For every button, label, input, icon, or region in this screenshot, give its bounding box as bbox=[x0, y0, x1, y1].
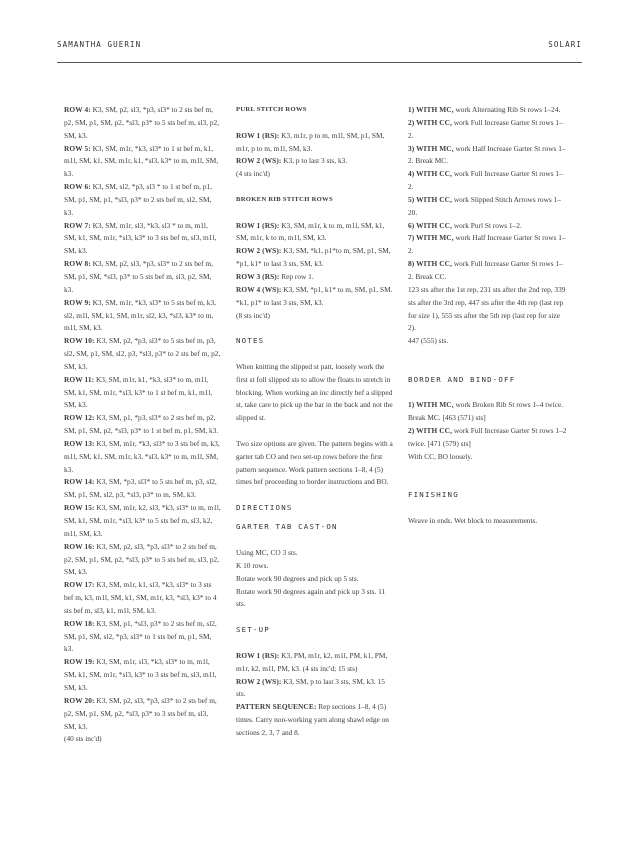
row-17: ROW 17: K3, SM, m1r, k1, sl3, *k3, sl3* to 3 sts bef m, k3, m1l, SM, k1, SM, m1r, k3, *sl3, k3* to 4 sts bef m, sl3, k1, m1l, SM, k3. bbox=[64, 580, 217, 615]
bind-off-instruction: With CC, BO loosely. bbox=[408, 451, 473, 461]
row-16: ROW 16: K3, SM, p2, sl3, *p3, sl3* to 2 sts bef m, p2, SM, p1, SM, p2, *sl3, p3* to 5 sts bef m, sl3, p2, SM, k3. bbox=[64, 541, 220, 577]
purl-note: (4 sts inc'd) bbox=[236, 169, 270, 179]
notes-paragraph-1: When knitting the slipped st patt, loosely work the first st foll slipped sts to allow the floats to stretch in blocking. When working an inc directly bef a slipped st, take care to pick up the bar in the back and not the slipped st. bbox=[236, 361, 393, 423]
row-8: ROW 8: K3, SM, p2, sl3, *p3, sl3* to 2 sts bef m, SM, p1, SM, *sl3, p3* to 5 sts bef m, sl3, p2, SM, k3. bbox=[64, 259, 213, 294]
broken-row-1: ROW 1 (RS): K3, SM, m1r, k to m, m1l, SM, k1, SM, m1r, k to m, m1l, SM, k3. bbox=[236, 220, 385, 243]
garter-tab-heading: GARTER TAB CAST-ON bbox=[236, 522, 338, 532]
broken-rib-heading: BROKEN RIB STITCH ROWS bbox=[236, 195, 333, 203]
column-3 bbox=[408, 104, 568, 528]
border-heading: BORDER AND BIND-OFF bbox=[408, 374, 516, 384]
step-2: 2) WITH CC, work Full Increase Garter St rows 1–2. bbox=[408, 117, 563, 140]
garter-tab-instructions: Using MC, CO 3 sts. K 10 rows. Rotate work 90 degrees and pick up 5 sts. Rotate work 90 degrees again and pick up 3 sts. 11 sts. bbox=[236, 548, 386, 609]
column-2 bbox=[236, 104, 394, 740]
purl-row-2: ROW 2 (WS): K3, p to last 3 sts, k3. bbox=[236, 156, 348, 166]
row-6: ROW 6: K3, SM, sl2, *p3, sl3 * to 1 st bef m, p1, SM, p1, SM, p1, *sl3, p3* to 2 sts bef m, sl2, SM, k3. bbox=[64, 182, 212, 217]
directions-heading: DIRECTIONS bbox=[236, 503, 293, 513]
broken-note: (8 sts inc'd) bbox=[236, 310, 270, 320]
author-name: SAMANTHA GUERIN bbox=[57, 40, 142, 49]
step-6: 6) WITH CC, work Purl St rows 1–2. bbox=[408, 220, 522, 230]
step-4: 4) WITH CC, work Full Increase Garter St rows 1–2. bbox=[408, 169, 563, 192]
row-14: ROW 14: K3, SM, *p3, sl3* to 5 sts bef m, p3, sl2, SM, p1, SM, sl2, p3, *sl3, p3* to m, SM, k3. bbox=[64, 477, 217, 500]
row-11: ROW 11: K3, SM, m1r, k1, *k3, sl3* to m, m1l, SM, k1, SM, m1r, *sl3, k3* to 1 st bef m, k1, m1l, SM, k3. bbox=[64, 374, 213, 410]
pattern-sequence: PATTERN SEQUENCE: Rep sections 1–8, 4 (5) times. Carry non-working yarn along shawl edge on sections 2, 3, 7 and 8. bbox=[236, 702, 389, 737]
notes-paragraph-2: Two size options are given. The pattern begins with a garter tab CO and two set-up rows before the first pattern sequence. Work pattern sections 1–8, 4 (5) times bef proceeding to border instructions and BO. bbox=[236, 438, 393, 487]
finishing-heading: FINISHING bbox=[408, 490, 459, 500]
setup-heading: SET-UP bbox=[236, 625, 270, 635]
broken-row-3: ROW 3 (RS): Rep row 1. bbox=[236, 271, 314, 281]
setup-row-2: ROW 2 (WS): K3, SM, p to last 3 sts, SM, k3. 15 sts. bbox=[236, 676, 385, 699]
step-5: 5) WITH CC, work Slipped Stitch Arrows rows 1–20. bbox=[408, 194, 561, 217]
column-1 bbox=[64, 104, 222, 746]
pattern-title: SOLARI bbox=[548, 40, 582, 49]
step-7: 7) WITH MC, work Half Increase Garter St rows 1–2. bbox=[408, 233, 566, 256]
stitch-increase-note: (40 sts inc'd) bbox=[64, 734, 102, 744]
row-7: ROW 7: K3, SM, m1r, sl3, *k3, sl3 * to m, m1l, SM, k1, SM, m1r, *sl3, k3* to 3 sts bef m, sl3, m1l, SM, k3. bbox=[64, 220, 217, 256]
step-1: 1) WITH MC, work Alternating Rib St rows 1–24. bbox=[408, 105, 561, 114]
step-8: 8) WITH CC, work Full Increase Garter St rows 1–2. Break CC. bbox=[408, 259, 563, 281]
row-5: ROW 5: K3, SM, m1r, *k3, sl3* to 1 st bef m, k1, m1l, SM, k1, SM, m1r, k1, *sl3, k3* to m, m1l, SM, k3. bbox=[64, 143, 219, 179]
broken-row-2: ROW 2 (WS): K3, SM, *k1, p1*to m, SM, p1, SM, *p1, k1* to last 3 sts, SM, k3. bbox=[236, 246, 391, 269]
row-18: ROW 18: K3, SM, p1, *sl3, p3* to 2 sts bef m, sl2, SM, p1, SM, sl2, *p3, sl3* to 1 sts bef m, p1, SM, k3. bbox=[64, 618, 217, 654]
row-10: ROW 10: K3, SM, p2, *p3, sl3* to 5 sts bef m, p3, sl2, SM, p1, SM, sl2, p3, *sl3, p3* to 2 sts bef m, p2, SM, k3. bbox=[64, 336, 221, 371]
row-4: ROW 4: K3, SM, p2, sl3, *p3, sl3* to 2 sts bef m, p2, SM, p1, SM, p2, *sl3, p3* to 5 sts bef m, sl3, p2, SM, k3. bbox=[64, 105, 220, 140]
row-12: ROW 12: K3, SM, p1, *p3, sl3* to 2 sts bef m, p2, SM, p1, SM, p2, *sl3, p3* to 1 st bef m, p1, SM, k3. bbox=[64, 413, 219, 436]
row-9: ROW 9: K3, SM, m1r, *k3, sl3* to 5 sts bef m, k3, sl2, m1l, SM, k1, SM, m1r, sl2, k3, *sl3, k3* to m, m1l, SM, k3. bbox=[64, 297, 216, 333]
setup-row-1: ROW 1 (RS): K3, PM, m1r, k2, m1l, PM, k1, PM, m1r, k2, m1l, PM, k3. (4 sts inc'd; 15 sts) bbox=[236, 650, 388, 673]
border-step-1: 1) WITH MC, work Broken Rib St rows 1–4 twice. Break MC. [463 (571) sts] bbox=[408, 400, 563, 423]
row-13: ROW 13: K3, SM, m1r, *k3, sl3* to 3 sts bef m, k3, m1l, SM, k1, SM, m1r, k3, *sl3, k3* to m, m1l, SM, k3. bbox=[64, 438, 220, 474]
finishing-text: Weave in ends. Wet block to measurements. bbox=[408, 516, 538, 525]
row-15: ROW 15: K3, SM, m1r, k2, sl3, *k3, sl3* to m, m1l, SM, k1, SM, m1r, *sl3, k3* to 5 sts bef m, sl3, k2, m1l, SM, k3. bbox=[64, 503, 221, 538]
row-19: ROW 19: K3, SM, m1r, sl3, *k3, sl3* to m, m1l, SM, k1, SM, m1r, *sl3, k3* to 3 sts bef m, sl3, m1l, SM, k3. bbox=[64, 657, 217, 692]
notes-heading: NOTES bbox=[236, 336, 265, 346]
step-3: 3) WITH MC, work Half Increase Garter St rows 1–2. Break MC. bbox=[408, 143, 566, 166]
purl-stitch-heading: PURL STITCH ROWS bbox=[236, 106, 307, 113]
header-divider bbox=[57, 62, 582, 63]
row-20: ROW 20: K3, SM, p2, sl3, *p3, sl3* to 2 sts bef m, p2, SM, p1, SM, p2, *sl3, p3* to 3 sts bef m, sl3, SM, k3. bbox=[64, 695, 217, 731]
stitch-count-summary: 123 sts after the 1st rep, 231 sts after the 2nd rep, 339 sts after the 3rd rep, 447 sts after the 4th rep (last rep for size 1), 555 sts after the 5th rep (last rep for size 2). 447 (555) sts. bbox=[408, 284, 566, 346]
purl-row-1: ROW 1 (RS): K3, m1r, p to m, m1l, SM, p1, SM, m1r, p to m, m1l, SM, k3. bbox=[236, 130, 385, 153]
broken-row-4: ROW 4 (WS): K3, SM, *p1, k1* to m, SM, p1, SM. *k1, p1* to last 3 sts, SM, k3. bbox=[236, 284, 393, 307]
border-step-2: 2) WITH CC, work Full Increase Garter St rows 1–2 twice. [471 (579) sts] bbox=[408, 426, 567, 448]
